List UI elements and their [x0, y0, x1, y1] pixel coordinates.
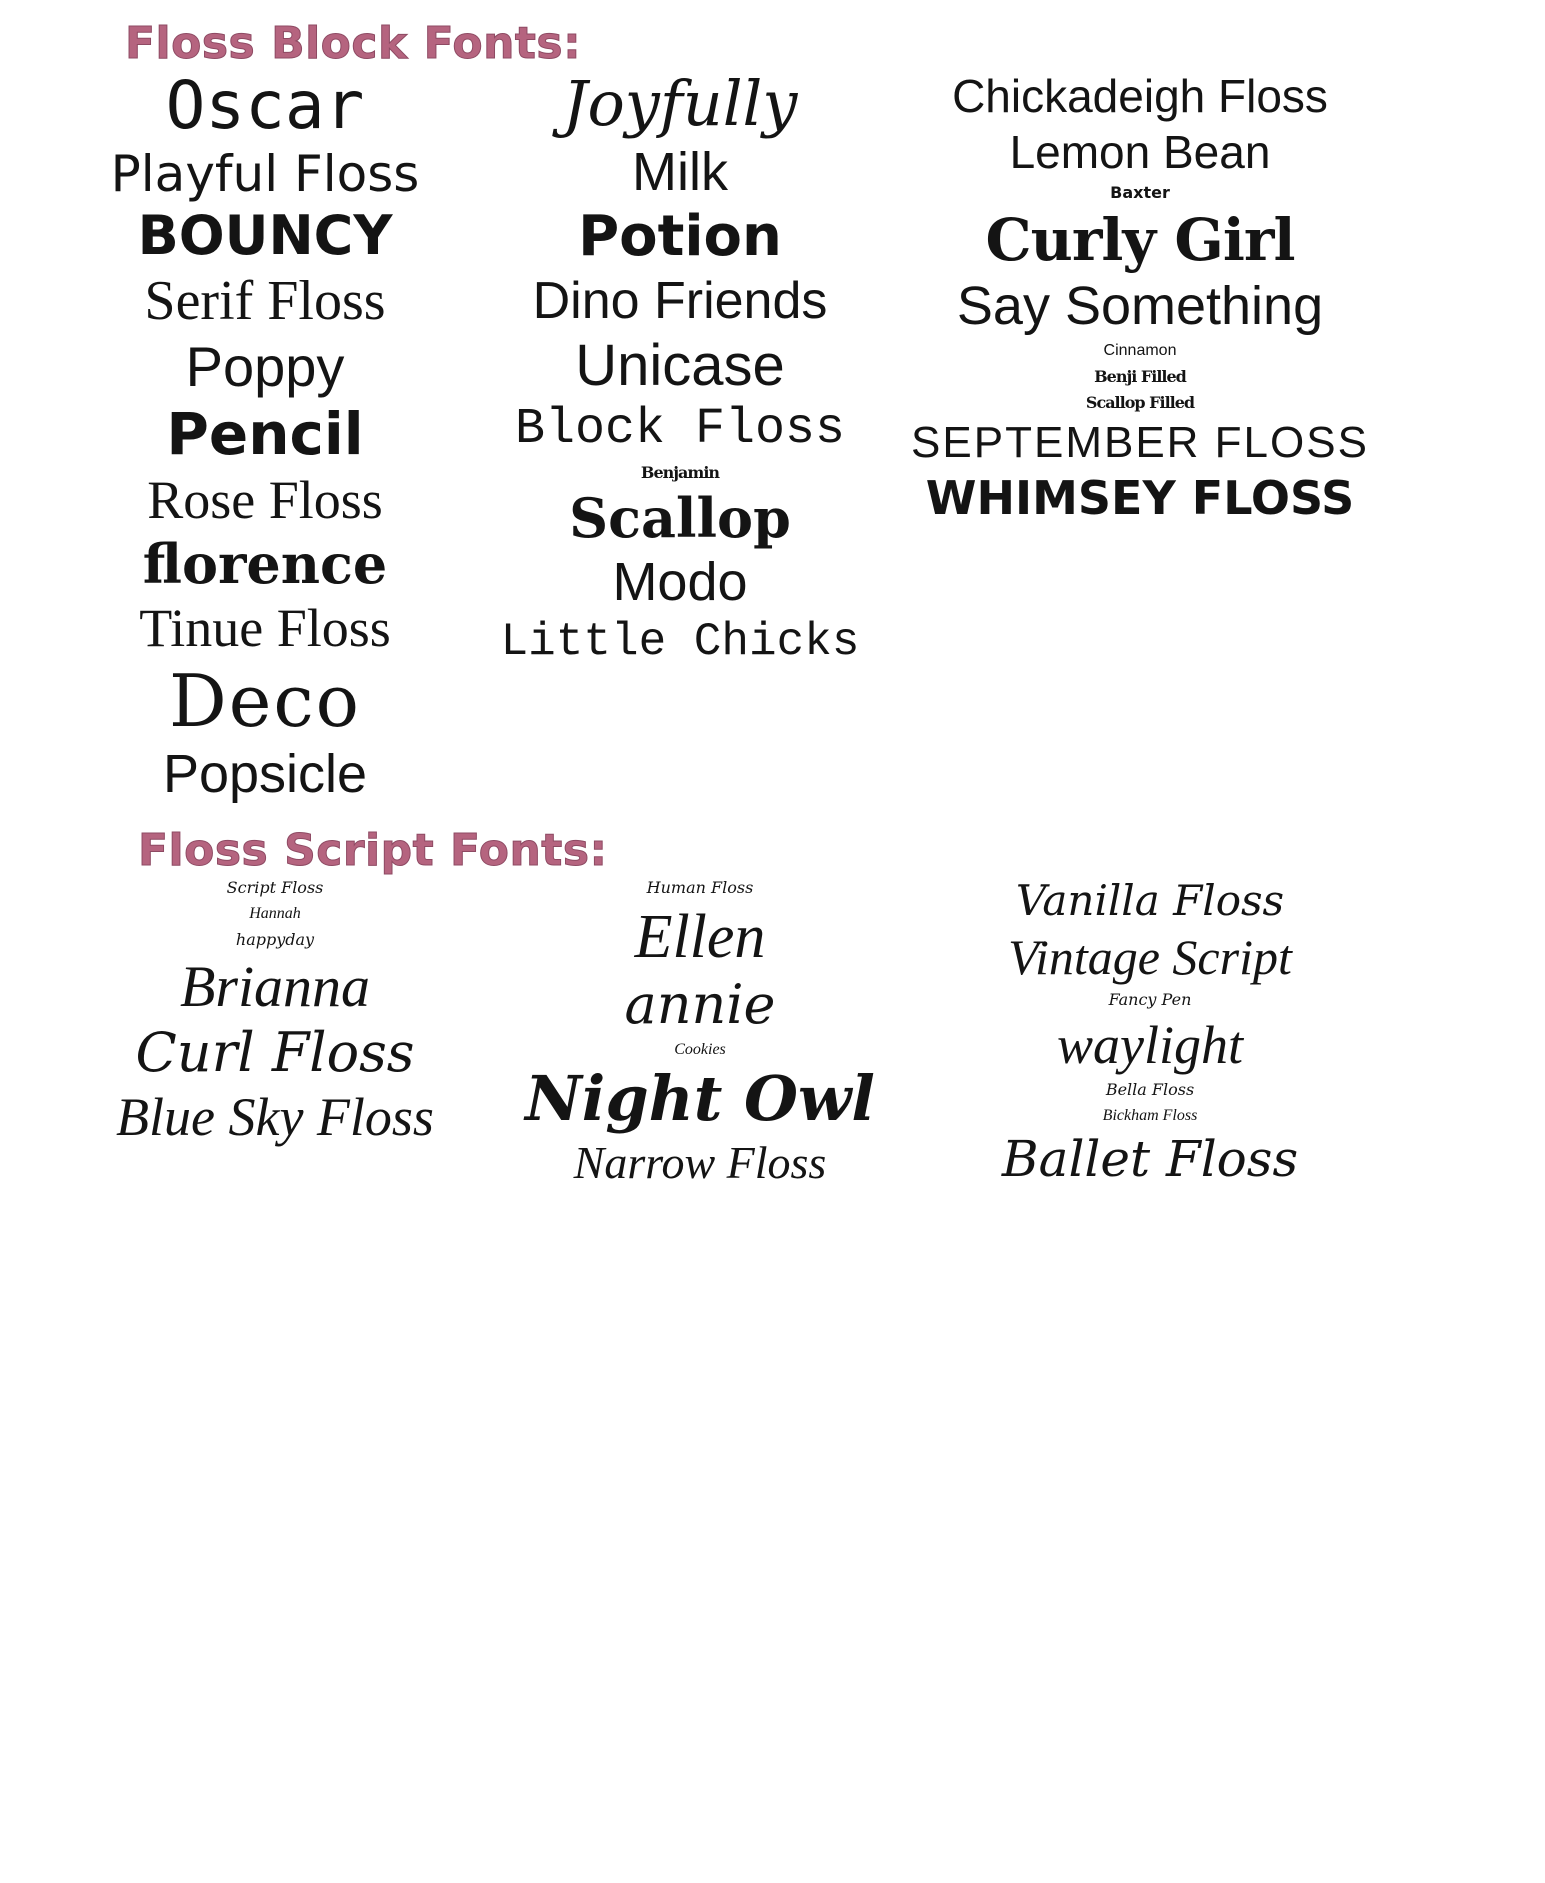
- font-sample: Vintage Script: [1008, 929, 1292, 985]
- font-sample: Curl Floss: [135, 1021, 415, 1084]
- font-sample: Poppy: [185, 335, 345, 398]
- font-sample: Milk: [632, 142, 728, 202]
- font-sample: Joyfully: [562, 67, 798, 140]
- font-sample: Lemon Bean: [1009, 126, 1271, 178]
- font-sample: Benji Filled: [1094, 367, 1186, 386]
- font-sample: Pencil: [166, 400, 364, 468]
- font-sample: Benjamin: [640, 463, 720, 482]
- font-sample: Scallop: [569, 486, 791, 550]
- font-sample: Say Something: [956, 276, 1324, 336]
- font-sample: BOUNCY: [137, 204, 393, 267]
- font-sample: Serif Floss: [144, 270, 386, 332]
- font-sample: Dino Friends: [532, 272, 828, 330]
- font-sample: waylight: [1057, 1015, 1243, 1075]
- font-sample: Scallop Filled: [1085, 393, 1195, 412]
- font-sample: Human Floss: [646, 878, 754, 897]
- font-sample: florence: [142, 532, 388, 596]
- font-sample: Hannah: [249, 905, 301, 922]
- script-fonts-column-1: [30, 880, 500, 1154]
- font-sample: Script Floss: [226, 878, 324, 897]
- block-fonts-column-1: [30, 67, 480, 811]
- font-sample: Oscar: [165, 67, 365, 144]
- font-sample: Popsicle: [162, 744, 368, 804]
- font-sample: Fancy Pen: [1108, 990, 1192, 1009]
- font-sample: Rose Floss: [147, 470, 383, 530]
- font-sample: Baxter: [1110, 183, 1170, 202]
- font-sample: Curly Girl: [985, 206, 1295, 274]
- script-fonts-heading: Floss Script Fonts:: [138, 825, 608, 876]
- font-sample: Chickadeigh Floss: [952, 70, 1328, 122]
- script-fonts-column-3: [900, 876, 1400, 1194]
- font-sample: Narrow Floss: [573, 1137, 827, 1188]
- font-sample: Bella Floss: [1105, 1080, 1195, 1099]
- font-sample: Modo: [612, 552, 748, 612]
- font-sample: Bickham Floss: [1102, 1107, 1198, 1124]
- font-sample: Block Floss: [514, 401, 846, 458]
- font-sample: Potion: [578, 204, 782, 269]
- block-fonts-heading: Floss Block Fonts:: [125, 18, 582, 69]
- font-sample: Playful Floss: [110, 145, 420, 203]
- font-sample: Night Owl: [525, 1062, 875, 1135]
- font-sample: annie: [624, 973, 776, 1036]
- block-fonts-column-3: [880, 70, 1400, 531]
- font-sample: Ballet Floss: [1001, 1130, 1299, 1188]
- font-sample: Cinnamon: [1103, 342, 1177, 359]
- font-sample: Vanilla Floss: [1015, 876, 1285, 925]
- font-sample: Blue Sky Floss: [116, 1087, 434, 1147]
- font-sample: SEPTEMBER FLOSS: [911, 418, 1369, 467]
- font-sample: Brianna: [179, 954, 371, 1019]
- font-sample: Unicase: [575, 333, 785, 398]
- block-fonts-columns: [30, 67, 1515, 811]
- font-sample: Ellen: [634, 903, 766, 971]
- font-sample: Tinue Floss: [139, 598, 391, 658]
- font-sample: Cookies: [674, 1041, 726, 1058]
- font-sample: happyday: [235, 930, 315, 949]
- script-fonts-columns: [30, 876, 1515, 1196]
- font-sample: WHIMSEY FLOSS: [925, 471, 1355, 525]
- block-fonts-column-2: [480, 67, 880, 675]
- font-sample: Little Chicks: [500, 616, 860, 668]
- font-sample: Deco: [168, 659, 361, 743]
- script-fonts-column-2: [500, 880, 900, 1196]
